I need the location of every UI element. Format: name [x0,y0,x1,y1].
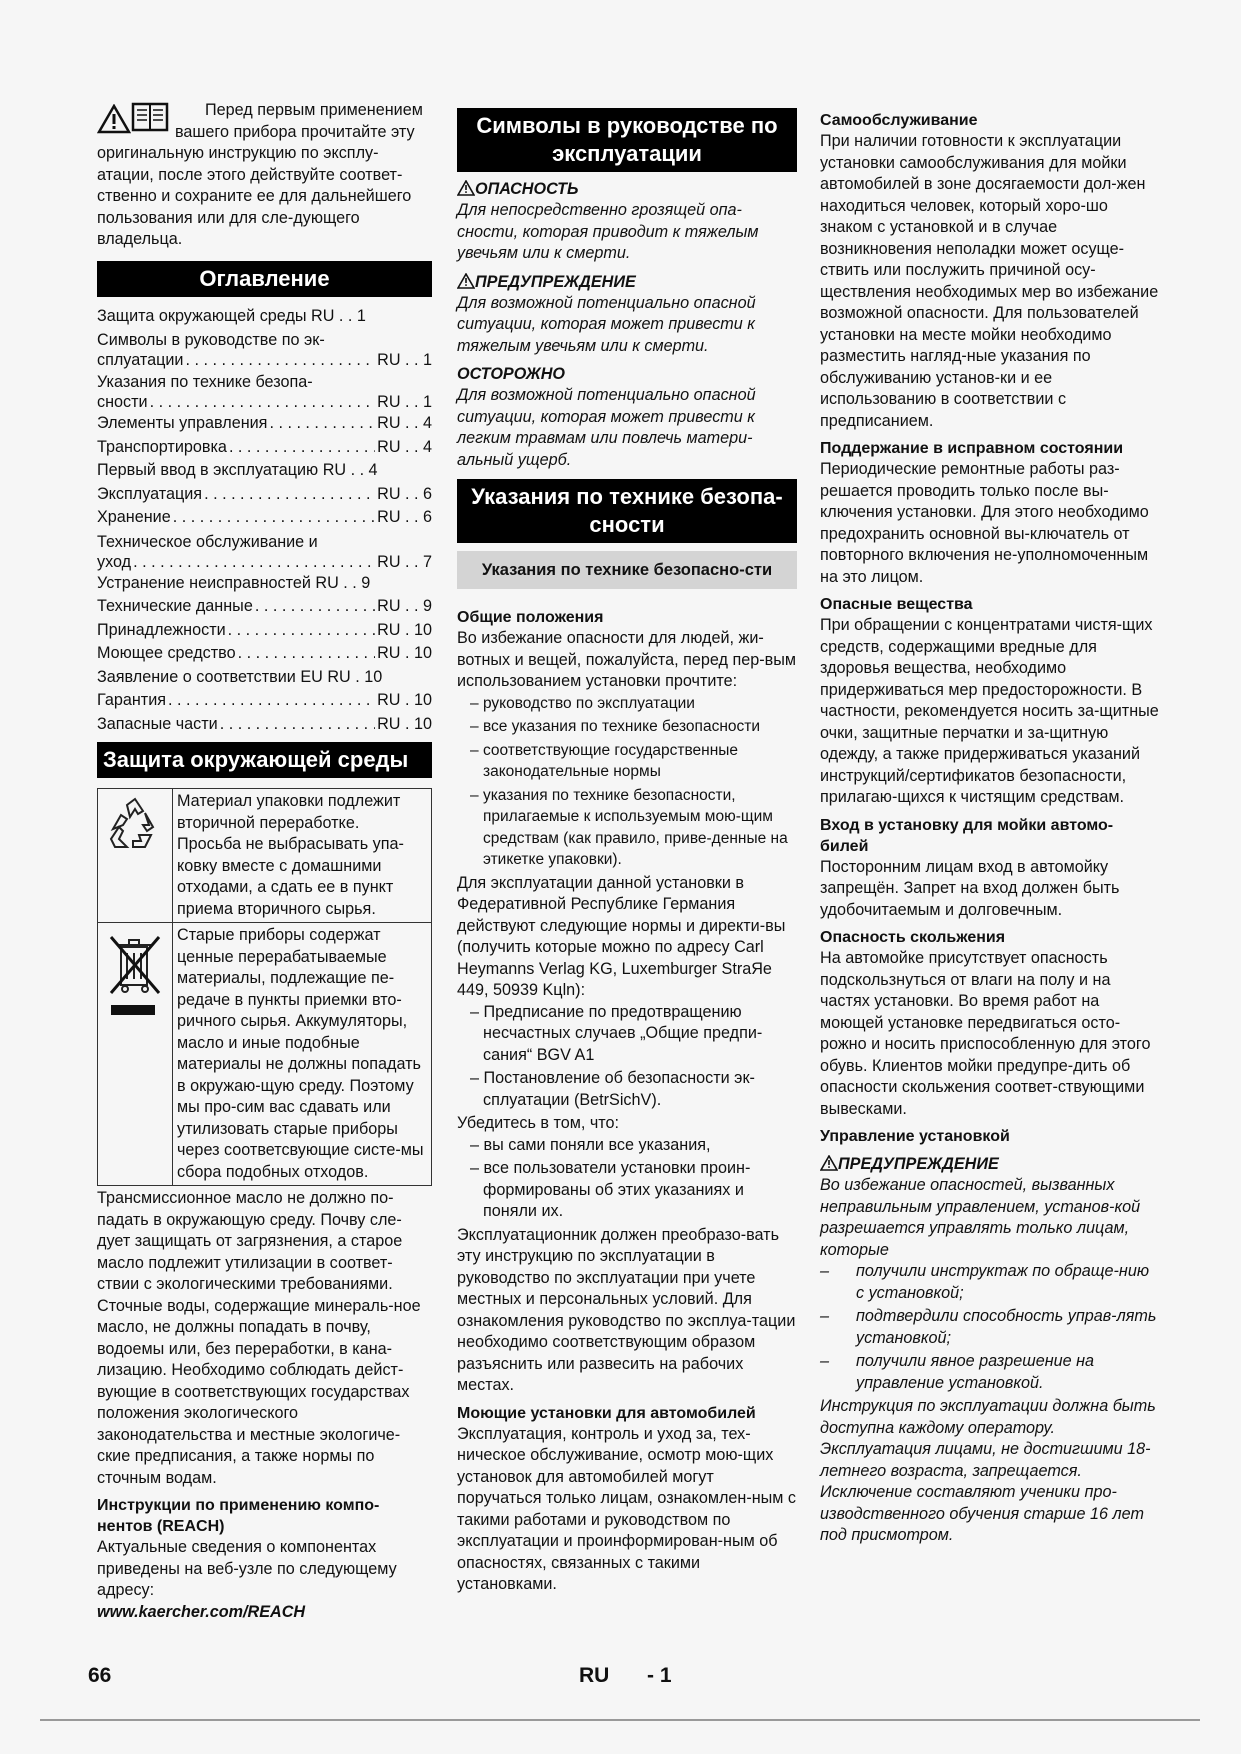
washing-heading: Моющие установки для автомобилей [457,1404,756,1422]
danger-label: ОПАСНОСТЬ [457,178,797,200]
control-heading: Управление установкой [820,1128,1010,1145]
warning-label: ПРЕДУПРЕЖДЕНИЕ [457,271,797,293]
toc-item[interactable]: Запасные части . . . RU . 10 [97,713,432,737]
list-item: – все пользователи установки проин-формированы об этих указаниях и поняли их. [457,1158,797,1223]
book-icon [131,100,169,134]
column-left [97,100,432,1623]
footer-lang: RU [579,1664,610,1687]
slip-heading: Опасность скольжения [820,929,1006,946]
self-text: При наличии готовности к эксплуатации установки самообслуживания для мойки автомобилей в зоне досягаемости дол-жен находиться человек, который хоро-шо знаком с установкой и в случае возникновения неполадки может осуще-ствить или послужить причиной осу-ществления необходимых мер во избежание возможной опасности. Для пользователей установки на месте мойки необходимо разместить нагляд-ные указания по обслуживанию установ-ки и ее использованию в соответствии с предписанием. [820,132,1159,430]
self-heading: Самообслуживание [820,112,978,129]
toc-item[interactable]: Техническое обслуживание и уход . . . RU . . 7 [97,530,432,572]
toc-item[interactable]: Технические данные . . . RU . . 9 [97,595,432,619]
operator-text: Эксплуатационник должен преобразо-вать эту инструкцию по эксплуатации в руководство по эксплуатации при учете местных и персональных условий. Для ознакомления руководство по эксплуа-тации необходимо соответствующим образом разъяснить или развесить на рабочих местах. [457,1225,796,1394]
read-list [457,693,797,871]
reach-url[interactable]: www.kaercher.com/REACH [97,1602,306,1621]
control-list [820,1261,1160,1394]
toc-item[interactable]: Защита окружающей среды RU . . 1 [97,306,366,325]
page-number: 66 [88,1664,112,1687]
washing-text: Эксплуатация, контроль и уход за, тех-ническое обслуживание, осмотр мою-щих установок для автомобилей могут поручаться только лицам, ознакомлен-ным с такими работами и руководством по эксплуатации и проинформирован-ным об опасностях, связанных с такими установками. [457,1424,797,1593]
ensure-list [457,1135,797,1223]
symbols-heading: Символы в руководстве по эксплуатации [457,108,797,172]
reach-text: Актуальные сведения о компонентах приведены на веб-узле по следующему адресу: [97,1538,397,1599]
weee-bin-icon [105,931,165,1021]
toc-item[interactable]: Устранение неисправностей RU . . 9 [97,573,371,592]
list-item: – соответствующие государственные законодательные нормы [457,740,797,783]
control-warning-label: ПРЕДУПРЕЖДЕНИЕ [820,1153,1160,1175]
list-item: – все указания по технике безопасности [457,716,797,738]
germany-text: Для эксплуатации данной установки в Федеративной Республике Германия действуют следующие нормы и директи-вы (получить которые можно по адресу Carl Heymanns Verlag KG, Luxemburger StraЯe 449, 50939 Kцln): [457,873,786,999]
column-middle [457,100,797,1596]
list-item: – Постановление об безопасности эк-сплуатации (BetrSichV). [457,1068,797,1111]
column-right [820,102,1160,1547]
slip-text: На автомойке присутствует опасность подскользнуться от влаги на полу и на частях установки. Во время работ на моющей установке передвигаться осто-рожно и носить приспособленную для этого обувь. Клиентов мойки предупре-дить об опасности скольжения соответ-ствующими вывесками. [820,949,1151,1118]
footer-rule [40,1719,1200,1721]
warning-triangle-icon [97,104,131,134]
list-item: – руководство по эксплуатации [457,693,797,715]
reach-heading: Инструкции по применению компо-нентов (REACH) [97,1497,380,1535]
list-item: – получили инструктаж по обраще-нию с установкой; [820,1261,1160,1304]
hazard-text: При обращении с концентратами чистя-щих средств, содержащими вредные для здоровья вещества, необходимо придерживаться мер предосторожности. В частности, рекомендуется носить за-щитные очки, защитные перчатки и за-щитную одежду, а также придерживаться указаний инструкций/сертификатов безопасности, прилагаю-щихся к чистящим средствам. [820,616,1159,806]
toc-item[interactable]: Символы в руководстве по эк- сплуатации . . . RU . . 1 [97,328,432,370]
weee-text: Старые приборы содержат ценные перерабатываемые материалы, подлежащие пе-редаче в пункты приемки вто-ричного сырья. Аккумуляторы, масло и иные подобные материалы не должны попадать в окружаю-щую среду. Поэтому мы про-сим вас сдавать или утилизовать старые приборы через соответсвующие систе-мы сбора подобных отходов. [173,923,432,1186]
toc-list [97,305,432,737]
general-text: Во избежание опасности для людей, жи-вотных и вещей, пожалуйста, перед пер-вым использованием установки прочтите: [457,629,796,690]
footer-page-ref: - 1 [647,1664,672,1687]
list-item: – вы сами поняли все указания, [457,1135,797,1157]
list-item: – подтвердили способность управ-лять установкой; [820,1306,1160,1349]
toc-item[interactable]: Гарантия . . . RU . 10 [97,689,432,713]
list-item: – указания по технике безопасности, прилагаемые к используемым мою-щим средствам (как правило, приве-денные на этикетке упаковки). [457,785,797,871]
hazard-heading: Опасные вещества [820,596,973,613]
warning-triangle-icon [457,273,475,289]
recycle-text: Материал упаковки подлежит вторичной переработке. Просьба не выбрасывать упа-ковку вместе с домашними отходами, а сдать ее в пункт приема вторичного сырья. [173,789,432,923]
caution-label: ОСТОРОЖНО [457,365,565,383]
recycle-icon [105,795,165,859]
env-after-text: Трансмиссионное масло не должно по-падать в окружающую среду. Почву сле-дует защищать от загрязнения, а старое масло подлежит утилизации в соответ-ствии с экологическими требованиями. Сточные воды, содержащие минераль-ное масло, не должны попадать в почву, водоемы или, без переработки, в кана-лизацию. Необходимо соблюдать дейст-вующие в соответствующих государствах положения экологического законодательства и местные экологиче-ские предписания, а также нормы по сточным водам. [97,1189,421,1487]
intro-block [97,100,432,251]
safety-subheading: Указания по технике безопасно-сти [457,551,797,589]
warning-text: Для возможной потенциально опасной ситуации, которая может привести к тяжелым увечьям или к смерти. [457,293,756,355]
danger-text: Для непосредственно грозящей опа-сности, которая приводит к тяжелым увечьям или к смерти. [457,201,759,262]
toc-item[interactable]: Транспортировка . . . RU . . 4 [97,436,432,460]
maint-heading: Поддержание в исправном состоянии [820,440,1124,457]
maint-text: Периодические ремонтные работы раз-решается проводить только после вы-ключения установки. Для этого необходимо предохранить основной вы-ключатель от повторного включения не-уполномоченным на это лицом. [820,460,1149,586]
toc-heading: Оглавление [97,261,432,297]
safety-heading: Указания по технике безопа-сности [457,479,797,543]
intro-text: Перед первым применением вашего прибора прочитайте эту оригинальную инструкцию по эксплу-атации, после этого действуйте соответ-ственно и сохраните ее для дальнейшего пользования или для сле-дующего владельца. [97,101,423,248]
list-item: – Предписание по предотвращению несчастных случаев „Общие предпи-сания“ BGV A1 [457,1002,797,1067]
control-text: Во избежание опасностей, вызванных неправильным управлением, установ-кой разрешается управлять только лицам, которые [820,1176,1141,1259]
general-heading: Общие положения [457,609,604,626]
list-item: – получили явное разрешение на управление установкой. [820,1351,1160,1394]
toc-item[interactable]: Заявление о соответствии EU RU . 10 [97,667,383,686]
final-text: Инструкция по эксплуатации должна быть доступна каждому оператору. Эксплуатация лицами, не достигшими 18-летнего возраста, запрещается. Исключение составляют ученики про-изводственного обучения старше 16 лет под присмотром. [820,1397,1156,1544]
warning-triangle-icon [820,1155,838,1171]
toc-item[interactable]: Элементы управления . . . RU . . 4 [97,412,432,436]
intro-icons [97,100,171,136]
entry-heading: Вход в установку для мойки автомо-билей [820,816,1114,855]
env-table [97,788,432,1186]
entry-text: Посторонним лицам вход в автомойку запрещён. Запрет на вход должен быть удобочитаемым и долговечным. [820,857,1120,919]
warning-triangle-icon [457,180,475,196]
toc-item[interactable]: Указания по технике безопа- сности . . . RU . . 1 [97,370,432,412]
toc-item[interactable]: Принадлежности . . . RU . 10 [97,619,432,643]
caution-text: Для возможной потенциально опасной ситуации, которая может привести к легким травмам или повлечь матери-альный ущерб. [457,386,756,469]
toc-item[interactable]: Хранение . . . RU . . 6 [97,506,432,530]
toc-item[interactable]: Первый ввод в эксплуатацию RU . . 4 [97,461,378,479]
norms-list [457,1002,797,1112]
env-heading: Защита окружающей среды [97,742,432,778]
ensure-text: Убедитесь в том, что: [457,1114,620,1132]
toc-item[interactable]: Эксплуатация . . . RU . . 6 [97,483,432,507]
toc-item[interactable]: Моющее средство . . . RU . 10 [97,642,432,666]
